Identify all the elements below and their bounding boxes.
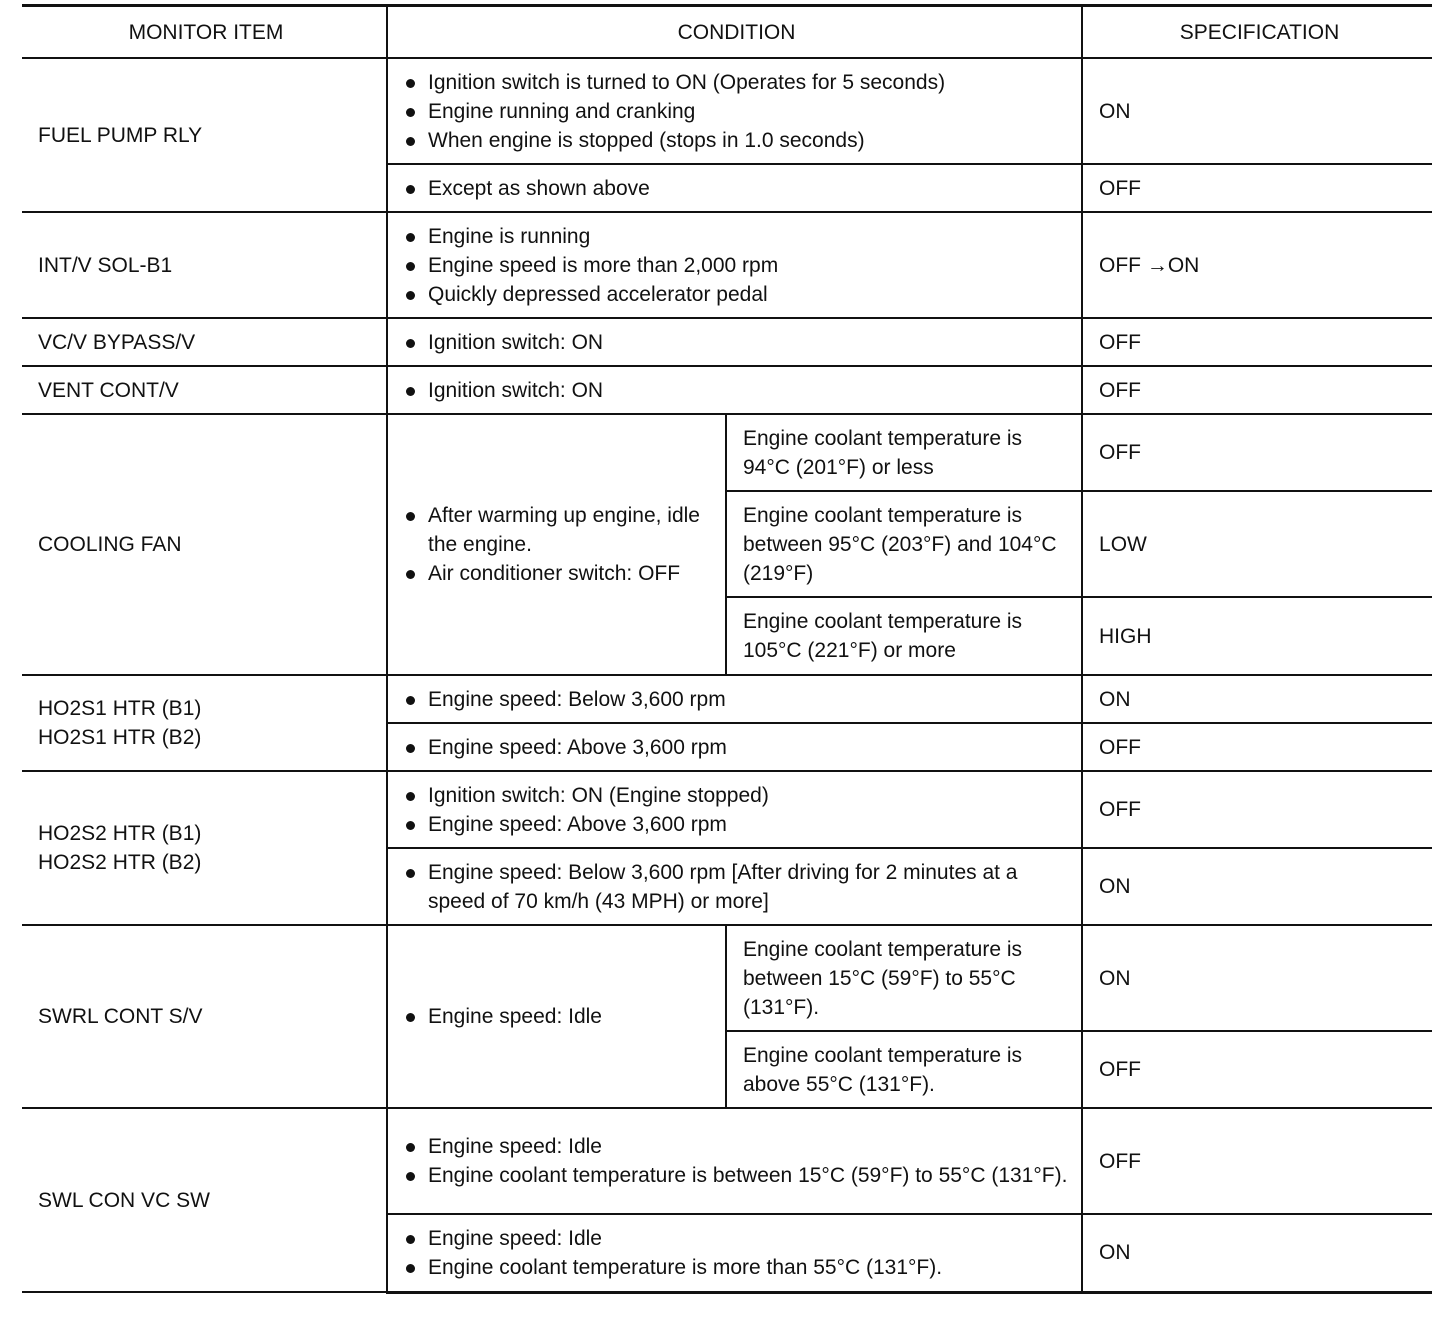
table-row bbox=[22, 771, 1432, 848]
table-row bbox=[22, 212, 1432, 318]
specification-cell: OFF bbox=[1082, 1031, 1432, 1108]
condition-cell bbox=[387, 723, 1082, 771]
specification-cell: OFF bbox=[1082, 1108, 1432, 1214]
condition-bullet: When engine is stopped (stops in 1.0 seconds) bbox=[404, 126, 1069, 155]
monitor-item-cell: SWL CON VC SW bbox=[22, 1108, 387, 1292]
condition-bullet: Engine coolant temperature is between 15°C (59°F) to 55°C (131°F). bbox=[404, 1161, 1069, 1190]
condition-cell bbox=[387, 164, 1082, 212]
specification-cell: ON bbox=[1082, 675, 1432, 723]
monitor-item-cell bbox=[22, 675, 387, 771]
specification-cell: ON bbox=[1082, 925, 1432, 1031]
header-specification: SPECIFICATION bbox=[1082, 6, 1432, 59]
condition-bullet: Engine speed: Above 3,600 rpm bbox=[404, 733, 1069, 762]
condition-cell bbox=[387, 414, 726, 675]
condition-cell bbox=[387, 848, 1082, 925]
monitor-item-line: HO2S1 HTR (B1) bbox=[38, 697, 202, 720]
monitor-item-cell: VC/V BYPASS/V bbox=[22, 318, 387, 366]
specification-cell: OFF bbox=[1082, 164, 1432, 212]
monitor-item-cell: FUEL PUMP RLY bbox=[22, 58, 387, 212]
specification-cell: HIGH bbox=[1082, 597, 1432, 675]
header-condition: CONDITION bbox=[387, 6, 1082, 59]
condition-cell bbox=[387, 675, 1082, 723]
condition-cell bbox=[387, 318, 1082, 366]
specification-cell: OFF bbox=[1082, 366, 1432, 414]
sub-condition-cell: Engine coolant temperature is between 15°C (59°F) to 55°C (131°F). bbox=[726, 925, 1082, 1031]
monitor-item-cell: SWRL CONT S/V bbox=[22, 925, 387, 1108]
specification-cell: OFF bbox=[1082, 318, 1432, 366]
specification-cell: ON bbox=[1082, 1214, 1432, 1292]
condition-bullet: Engine speed: Idle bbox=[404, 1002, 713, 1031]
condition-cell bbox=[387, 1214, 1082, 1292]
condition-cell bbox=[387, 1108, 1082, 1214]
header-monitor-item: MONITOR ITEM bbox=[22, 6, 387, 59]
condition-bullet: Engine speed: Below 3,600 rpm bbox=[404, 685, 1069, 714]
table-row bbox=[22, 925, 1432, 1031]
condition-cell bbox=[387, 58, 1082, 164]
specification-cell: LOW bbox=[1082, 491, 1432, 597]
condition-bullet: Ignition switch: ON (Engine stopped) bbox=[404, 781, 1069, 810]
monitor-spec-table bbox=[22, 4, 1432, 1294]
monitor-item-cell: COOLING FAN bbox=[22, 414, 387, 675]
condition-bullet: Ignition switch: ON bbox=[404, 328, 1069, 357]
table-row bbox=[22, 414, 1432, 491]
sub-condition-cell: Engine coolant temperature is between 95°C (203°F) and 104°C (219°F) bbox=[726, 491, 1082, 597]
table-row bbox=[22, 366, 1432, 414]
condition-cell bbox=[387, 366, 1082, 414]
condition-bullet: Engine running and cranking bbox=[404, 97, 1069, 126]
monitor-item-line: HO2S2 HTR (B2) bbox=[38, 851, 202, 874]
specification-cell: OFF bbox=[1082, 414, 1432, 491]
condition-bullet: After warming up engine, idle the engine. bbox=[404, 501, 713, 559]
condition-bullet: Ignition switch: ON bbox=[404, 376, 1069, 405]
condition-cell bbox=[387, 925, 726, 1108]
monitor-item-cell bbox=[22, 771, 387, 925]
monitor-item-cell: VENT CONT/V bbox=[22, 366, 387, 414]
condition-cell bbox=[387, 771, 1082, 848]
condition-bullet: Quickly depressed accelerator pedal bbox=[404, 280, 1069, 309]
condition-bullet: Engine speed: Below 3,600 rpm [After driving for 2 minutes at a speed of 70 km/h (43 MPH) or more] bbox=[404, 858, 1069, 916]
sub-condition-cell: Engine coolant temperature is 105°C (221°F) or more bbox=[726, 597, 1082, 675]
condition-bullet: Engine speed: Idle bbox=[404, 1132, 1069, 1161]
sub-condition-cell: Engine coolant temperature is 94°C (201°F) or less bbox=[726, 414, 1082, 491]
table-row bbox=[22, 58, 1432, 164]
sub-condition-cell: Engine coolant temperature is above 55°C (131°F). bbox=[726, 1031, 1082, 1108]
condition-bullet: Engine speed: Above 3,600 rpm bbox=[404, 810, 1069, 839]
condition-bullet: Air conditioner switch: OFF bbox=[404, 559, 713, 588]
table-row bbox=[22, 318, 1432, 366]
specification-cell: ON bbox=[1082, 58, 1432, 164]
condition-bullet: Engine is running bbox=[404, 222, 1069, 251]
header-row bbox=[22, 6, 1432, 59]
table-row bbox=[22, 1108, 1432, 1214]
monitor-item-line: HO2S1 HTR (B2) bbox=[38, 726, 202, 749]
condition-bullet: Engine coolant temperature is more than 55°C (131°F). bbox=[404, 1253, 1069, 1282]
specification-cell: OFF bbox=[1082, 723, 1432, 771]
specification-cell: OFF bbox=[1082, 771, 1432, 848]
condition-bullet: Engine speed is more than 2,000 rpm bbox=[404, 251, 1069, 280]
specification-cell: ON bbox=[1082, 848, 1432, 925]
monitor-item-line: HO2S2 HTR (B1) bbox=[38, 822, 202, 845]
condition-bullet: Engine speed: Idle bbox=[404, 1224, 1069, 1253]
table-row bbox=[22, 675, 1432, 723]
specification-cell: OFF →ON bbox=[1082, 212, 1432, 318]
condition-cell bbox=[387, 212, 1082, 318]
monitor-item-cell: INT/V SOL-B1 bbox=[22, 212, 387, 318]
condition-bullet: Except as shown above bbox=[404, 174, 1069, 203]
condition-bullet: Ignition switch is turned to ON (Operates for 5 seconds) bbox=[404, 68, 1069, 97]
